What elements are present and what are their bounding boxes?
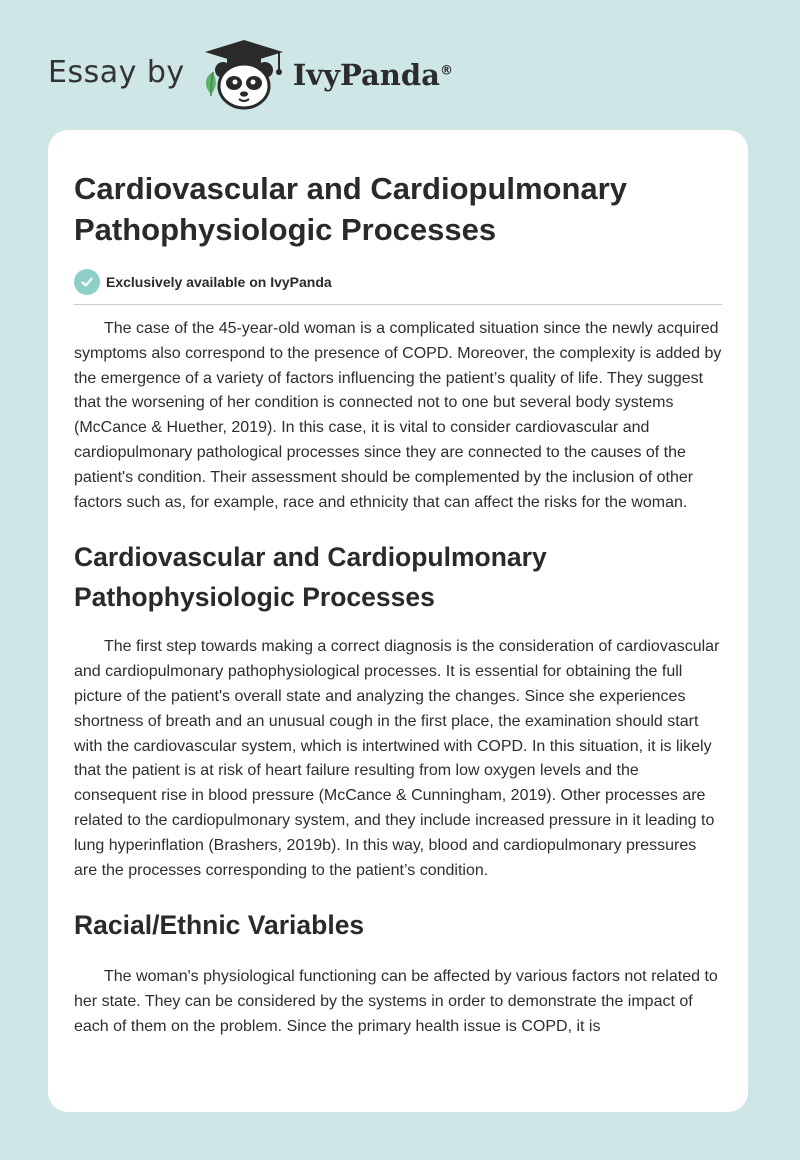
exclusive-label: Exclusively available on IvyPanda — [106, 274, 332, 290]
section-paragraph: The first step towards making a correct diagnosis is the consideration of cardiovascular and cardiopulmonary pathophysiological processes. It is essential for obtaining the full picture of the patient's overall state and analyzing the changes. Since she experiences shortness of breath and an unusual cough in the first place, the examination should start with the cardiovascular system, which is intertwined with COPD. In this situation, it is likely that the patient is at risk of heart failure resulting from low oxygen levels and the consequent rise in blood pressure (McCance & Cunningham, 2019). Other processes are related to the cardiopulmonary system, and they include increased pressure in it leading to lung hyperinflation (Brashers, 2019b). In this way, blood and cardiopulmonary pressures are the processes corresponding to the patient’s condition. — [74, 638, 720, 879]
panda-graduate-icon[interactable] — [201, 36, 287, 112]
exclusive-notice — [74, 268, 722, 296]
intro-paragraph: The case of the 45-year-old woman is a complicated situation since the newly acquired symptoms also correspond to the presence of COPD. Moreover, the complexity is added by the emergence of a variety of factors influencing the patient’s quality of life. They suggest that the worsening of her condition is connected not to one but several body systems (McCance & Huether, 2019). In this case, it is vital to consider cardiovascular and cardiopulmonary pathological processes since they are connected to the causes of the patient's condition. Their assessment should be complemented by the inclusion of other factors such as, for example, race and ethnicity that can affect the risks for the woman. — [74, 320, 722, 511]
divider — [74, 304, 722, 305]
essay-by-label: Essay by — [48, 54, 185, 90]
section-heading: Cardiovascular and Cardiopulmonary Pathophysiologic Processes — [74, 542, 547, 613]
article-card — [48, 130, 748, 1112]
check-circle-icon — [74, 269, 100, 295]
section-paragraph: The woman's physiological functioning can be affected by various factors not related to her state. They can be considered by the systems in order to demonstrate the impact of each of them on the problem. Since the primary health issue is COPD, it is — [74, 968, 718, 1035]
registered-mark: ® — [439, 63, 453, 79]
article-title: Cardiovascular and Cardiopulmonary Pathophysiologic Processes — [74, 171, 627, 247]
brand-name[interactable]: IvyPanda® — [292, 58, 453, 92]
section-heading: Racial/Ethnic Variables — [74, 910, 365, 941]
site-header — [48, 34, 453, 114]
